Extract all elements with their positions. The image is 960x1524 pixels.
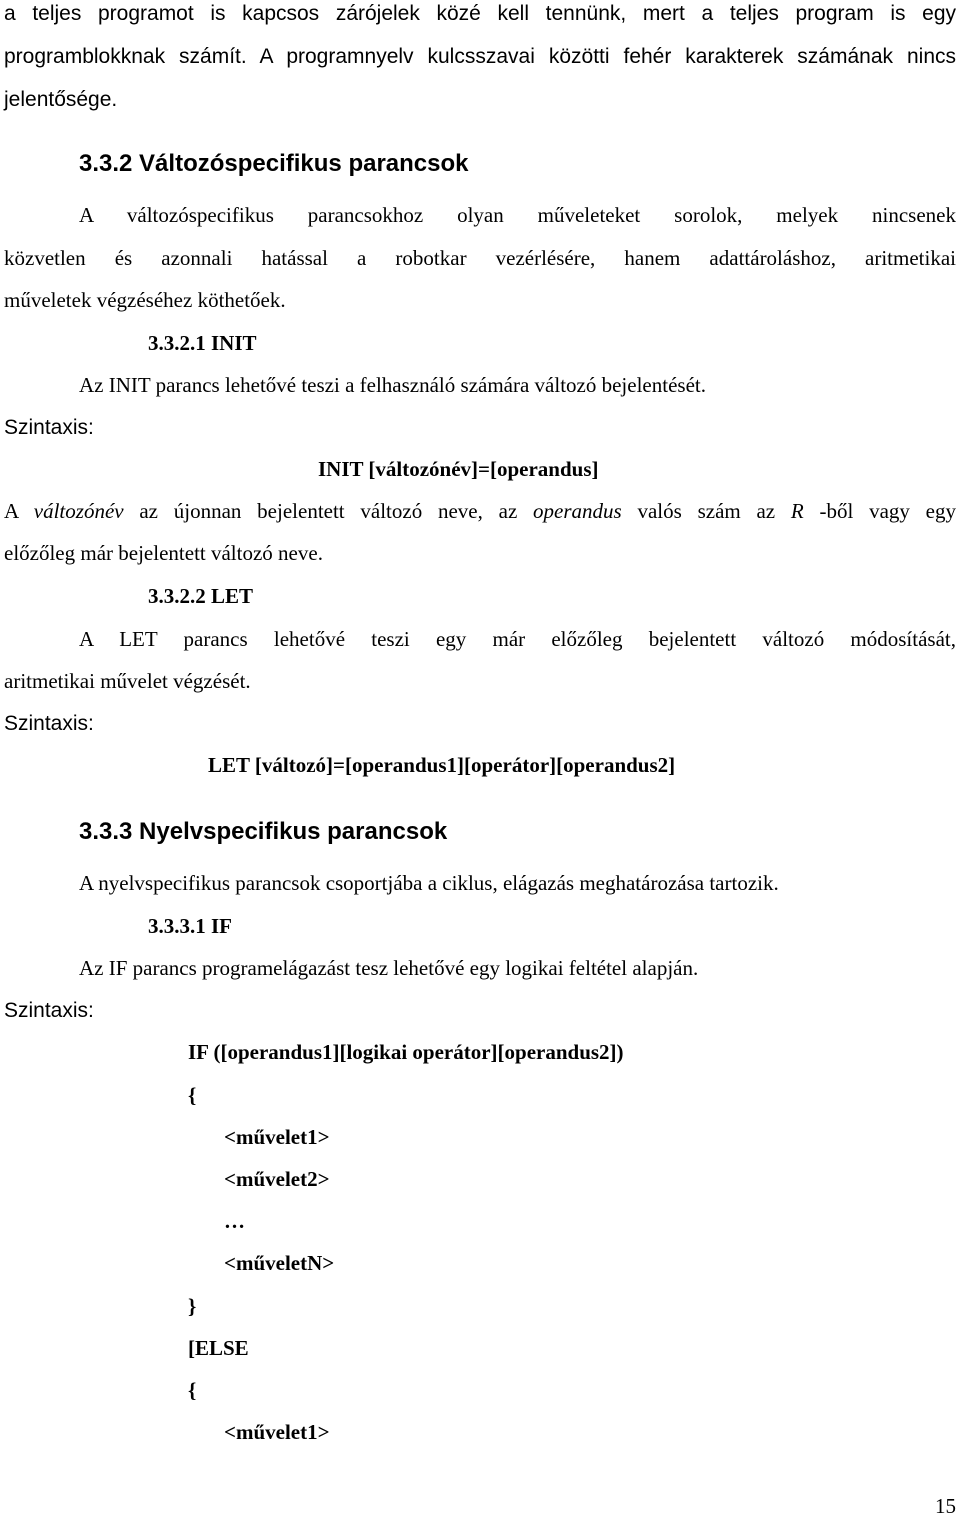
init-description: Az INIT parancs lehetővé teszi a felhasználó számára változó bejelentését. bbox=[79, 373, 706, 397]
init-expl-variable-term: változónév bbox=[33, 499, 124, 523]
init-expl-text-b: az újonnan bejelentett változó neve, az bbox=[123, 499, 534, 523]
section-heading-3-3-2: 3.3.2 Változóspecifikus parancsok bbox=[79, 150, 469, 177]
intro-line-3: jelentősége. bbox=[4, 88, 118, 111]
sec332-para-line-1: A változóspecifikus parancsokhoz olyan műveleteket sorolok, melyek nincsenek bbox=[79, 203, 956, 227]
init-syntax: INIT [változónév]=[operandus] bbox=[318, 457, 599, 481]
if-code-line: } bbox=[188, 1294, 197, 1318]
subsection-heading-let: 3.3.2.2 LET bbox=[148, 584, 254, 608]
let-syntax: LET [változó]=[operandus1][operátor][operandus2] bbox=[208, 753, 676, 777]
if-code-line: [ELSE bbox=[188, 1336, 249, 1360]
let-description-line-2: aritmetikai művelet végzését. bbox=[4, 669, 251, 693]
if-code-line: { bbox=[188, 1378, 197, 1402]
if-code-line: { bbox=[188, 1083, 197, 1107]
intro-line-1: a teljes programot is kapcsos zárójelek közé kell tennünk, mert a teljes program is egy bbox=[4, 2, 956, 25]
section-heading-3-3-3: 3.3.3 Nyelvspecifikus parancsok bbox=[79, 818, 448, 845]
if-syntax-label: Szintaxis: bbox=[4, 999, 94, 1022]
if-description: Az IF parancs programelágazást tesz lehetővé egy logikai feltétel alapján. bbox=[79, 956, 699, 980]
sec332-para-line-3: műveletek végzéséhez köthetőek. bbox=[4, 288, 286, 312]
if-code-line: … bbox=[224, 1209, 245, 1233]
if-code-line: IF ([operandus1][logikai operátor][operandus2]) bbox=[188, 1040, 624, 1064]
let-description-line-1: A LET parancs lehetővé teszi egy már előzőleg bejelentett változó módosítását, bbox=[79, 627, 956, 651]
if-code-line: <műveletN> bbox=[224, 1251, 335, 1275]
init-explanation-line-1 bbox=[4, 501, 956, 522]
if-code-line: <művelet2> bbox=[224, 1167, 330, 1191]
if-code-line: <művelet1> bbox=[224, 1125, 330, 1149]
init-expl-text-c: valós szám az bbox=[621, 499, 791, 523]
subsection-heading-if: 3.3.3.1 IF bbox=[148, 914, 232, 938]
page-number: 15 bbox=[935, 1494, 956, 1518]
init-expl-text-d: -ből vagy egy bbox=[803, 499, 956, 523]
let-syntax-label: Szintaxis: bbox=[4, 712, 94, 735]
init-expl-operand-term: operandus bbox=[533, 499, 622, 523]
if-code-line: <művelet1> bbox=[224, 1420, 330, 1444]
sec332-para-line-2: közvetlen és azonnali hatással a robotkar vezérlésére, hanem adattároláshoz, aritmetikai bbox=[4, 246, 956, 270]
intro-line-2: programblokknak számít. A programnyelv kulcsszavai közötti fehér karakterek számának nincs bbox=[4, 45, 956, 68]
init-explanation-line-2: előzőleg már bejelentett változó neve. bbox=[4, 541, 323, 565]
init-expl-text-a: A bbox=[4, 499, 34, 523]
subsection-heading-init: 3.3.2.1 INIT bbox=[148, 331, 257, 355]
init-syntax-label: Szintaxis: bbox=[4, 416, 94, 439]
sec333-paragraph: A nyelvspecifikus parancsok csoportjába a ciklus, elágazás meghatározása tartozik. bbox=[79, 871, 779, 895]
init-expl-reals-symbol: R bbox=[790, 499, 804, 523]
